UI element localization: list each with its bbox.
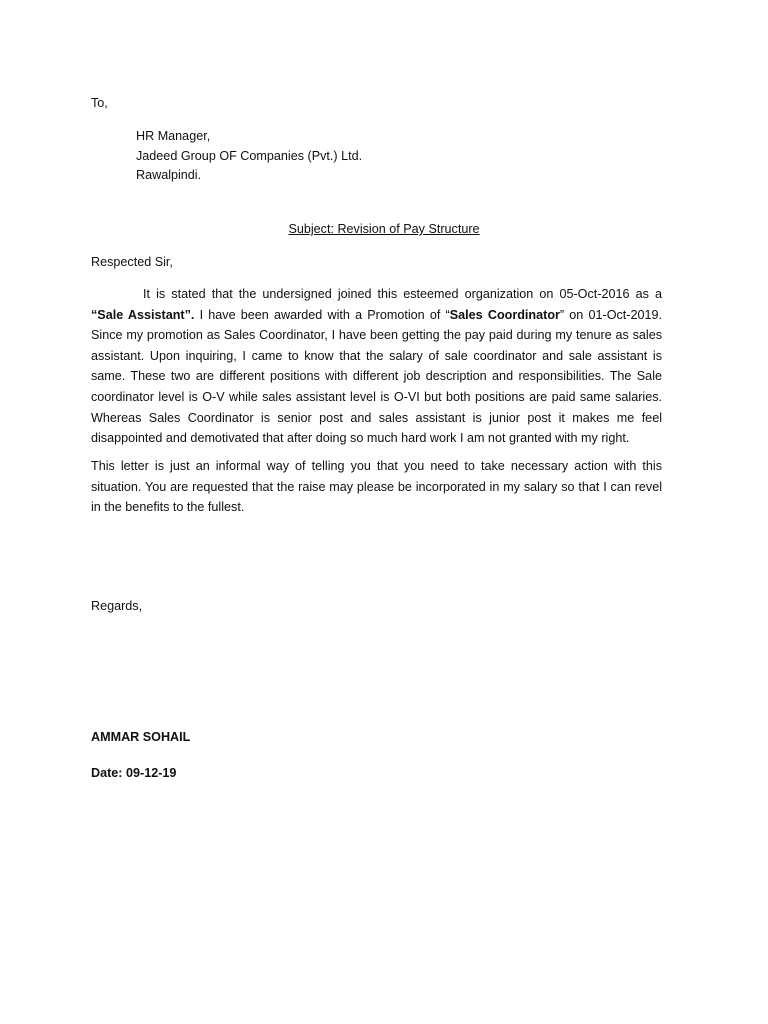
closing: Regards, [91,599,143,613]
address-line-title: HR Manager, [136,129,211,143]
p1-text-b: I have been awarded with a Promotion of “ [194,307,450,322]
p1-sale-assistant: “Sale Assistant”. [91,307,195,322]
address-line-city: Rawalpindi. [136,168,202,182]
p1-sales-coordinator: Sales Coordinator [449,307,560,322]
subject-line: Subject: Revision of Pay Structure [288,222,480,236]
p1-text-a: It is stated that the undersigned joined this esteemed organization on 05-Oct-2016 as a [143,287,662,301]
to-label: To, [91,96,108,110]
salutation: Respected Sir, [91,255,173,269]
p1-text-c: ” on 01-Oct-2019. Since my promotion as Sales Coordinator, I have been getting the pay paid during my tenure as sales assistant. Upon inquiring, I came to know that the salary of sale coordinator and sale assistant is same. These two are different positions with different job description and responsibilities. The Sale coordinator level is O-V while sales assistant level is O-VI but both positions are paid same salaries. Whereas Sales Coordinator is senior post and sales assistant is junior post it makes me feel disappointed and demotivated that after doing so much hard work I am not granted with my right. [91,307,663,446]
address-line-company: Jadeed Group OF Companies (Pvt.) Ltd. [136,149,363,163]
body-paragraph-2: This letter is just an informal way of telling you that you need to take necessary action with this situation. You are requested that the raise may please be incorporated in my salary so that I can revel in the benefits to the fullest. [91,459,662,515]
body-paragraph-1 [91,284,662,449]
signature-name: AMMAR SOHAIL [91,730,191,744]
letter-date: Date: 09-12-19 [91,766,177,780]
